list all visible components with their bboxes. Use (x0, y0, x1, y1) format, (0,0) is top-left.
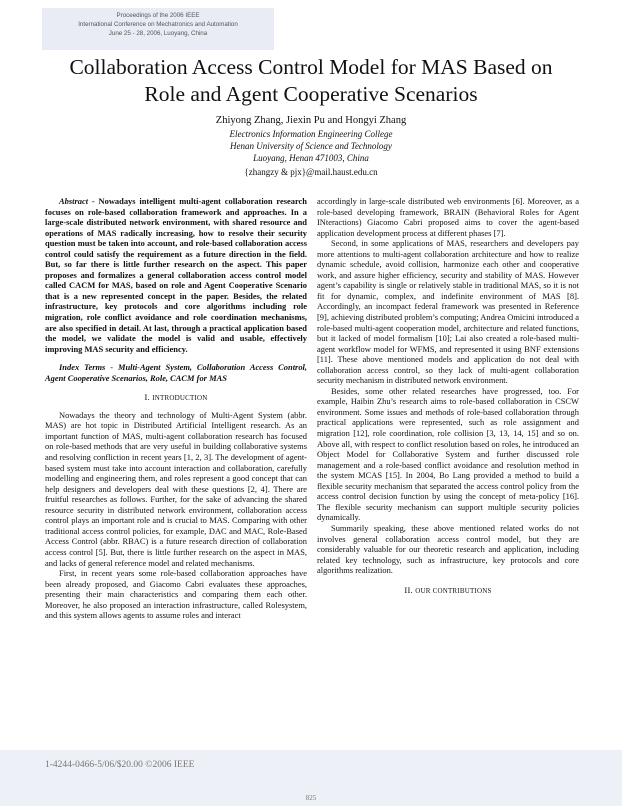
index-terms: Index Terms - Multi-Agent System, Collaboration Access Control, Agent Cooperative Scenarios, Role, CACM for MAS (45, 362, 307, 383)
abstract-text: - Nowadays intelligent multi-agent collaboration research focuses on role-based collaboration framework and approaches. In a large-scale distributed network environment, with shared resource and operations of MAS radically increasing, how to resolve their security question must be taken into account, and role-based collaboration access control could satisfy the requirement as a future direction in the field. But, so far there is little further research on the aspect. This paper proposes and formalizes a general collaboration access control model called CACM for MAS, based on role and Agent Cooperative Scenario that is a new represented concept in the paper. Besides, the related infrastructure, key protocols and core algorithms including role migration, role conflict avoidance and role coordination mechanisms, are also specified in detail. At last, through a practical application based the model, we validate the model is valid and usable, effectively improving MAS security and efficiency. (45, 196, 307, 354)
paper-title (30, 54, 592, 108)
page-number: 825 (305, 794, 317, 802)
title-line-1: Collaboration Access Control Model for MAS Based on (69, 55, 553, 79)
section-title: INTRODUCTION (152, 394, 208, 403)
left-column (45, 196, 307, 621)
right-paragraph-4: Summarily speaking, these above mentioned related works do not involves general collaboration access control model, but they are considerably valuable for our theoretic research and application, including related key technology, such as infrastructure, key protocols and core algorithms realization. (317, 522, 579, 576)
conference-line-2: International Conference on Mechatronics and Automation (78, 21, 238, 28)
right-paragraph-1: accordingly in large-scale distributed web environments [6]. Moreover, as a role-based developing framework, BRAIN (Behavioral Roles for Agent INteractions) Giacomo Cabri proposed aims to cover the agent-based application development process at different phases [7]. (317, 196, 579, 238)
affiliation-city: Luoyang, Henan 471003, China (253, 153, 369, 163)
affiliation (60, 128, 562, 164)
section-number: II. (404, 584, 416, 595)
title-line-2: Role and Agent Cooperative Scenarios (144, 82, 478, 106)
intro-paragraph-2: First, in recent years some role-based collaboration approaches have been already proposed, and Giacomo Cabri evaluates these approaches, presenting their main characteristics and comparing them each other. Moreover, he also proposed an interaction infrastructure, called Rolesystem, and this system allows agents to assume roles and interact (45, 568, 307, 621)
abstract (45, 196, 307, 354)
right-paragraph-3: Besides, some other related researches have progressed, too. For example, Haibin Zhu’s research aims to role-based collaboration in CSCW environment. Some issues and methods of role-based collaboration through practical applications were represented, such as role assignment and migration [12], role coordination, role collision [3, 13, 14, 15] and so on. Above all, with respect to conflict resolution based on roles, he introduced an Object Model for Collaborative System and further discussed role management and a role-based conflict avoidance and resolution method in the system MCAS [15]. In 2004, Bo Lang provided a method to build a flexible security mechanism that separated the access control policy from the access control decision function by using the concept of meta-policy [16]. The flexible security mechanism can support multiple security policies dynamically. (317, 385, 579, 523)
section-heading-introduction (45, 392, 307, 404)
authors: Zhiyong Zhang, Jiexin Pu and Hongyi Zhang (215, 115, 407, 126)
right-column (317, 196, 579, 602)
conference-line-1: Proceedings of the 2006 IEEE (116, 12, 200, 19)
section-number: I. (144, 392, 153, 403)
author-email: {zhangzy & pjx}@mail.haust.edu.cn (244, 167, 378, 177)
copyright-line: 1-4244-0466-5/06/$20.00 ©2006 IEEE (45, 760, 195, 770)
abstract-label: Abstract (59, 196, 89, 206)
conference-header (42, 8, 274, 50)
affiliation-dept: Electronics Information Engineering College (229, 129, 393, 139)
section-title: OUR CONTRIBUTIONS (415, 586, 492, 595)
right-paragraph-2: Second, in some applications of MAS, researchers and developers pay more attentions to multi-agent collaboration architecture and how to realize dynamic schedule, avoid collision, harmonize each other and cooperative work, and assure higher efficiency, security and stability of MAS. However agent’s capability is single or relatively stable in traditional MAS, so it is not fit for dynamic, complex, and indefinite environment of MAS [8]. Accordingly, an incompact federal framework was presented in Reference [9], achieving distributed problem’s computing; Andrea Omicini introduced a role-based multi-agent cooperation model, architecture and related functions, but it lacked of model formalism [10]; Lai also created a role-based multi-agent workflow model for WFMS, and represented it using BNF extensions [11]. These above mentioned models and application do not deal with collaboration access control, so they lack of multi-agent collaboration security mechanism in distributed network environment. (317, 238, 579, 386)
intro-paragraph-1: Nowadays the theory and technology of Multi-Agent System (abbr. MAS) are hot topic in Distributed Artificial Intelligent research. As an important function of MAS, multi-agent collaboration research has focused on role-based methods that are very useful in building collaborative systems and resolving confliction in recent years [1, 2, 3]. The development of agent-based system must take into account interaction and collaboration, carefully modelling and engineering them, and roles represent a good concept that can help designers and developers deal with these questions [2, 4]. There are fruitful researches as follows. Further, for the sake of advancing the shared resource security in distributed network environment, collaboration access control plays an important role and is crucial to MAS. Comparing with other traditional access control policies, for example, DAC and MAC, Role-Based Access Control (abbr. RBAC) is a future research direction of collaboration access control [5]. But, there is little further research on the aspect in MAS, and lacks of general reference model and related mechanisms. (45, 409, 307, 568)
conference-line-3: June 25 - 28, 2006, Luoyang, China (108, 30, 208, 37)
affiliation-univ: Henan University of Science and Technology (230, 141, 392, 151)
section-heading-contributions (317, 585, 579, 597)
